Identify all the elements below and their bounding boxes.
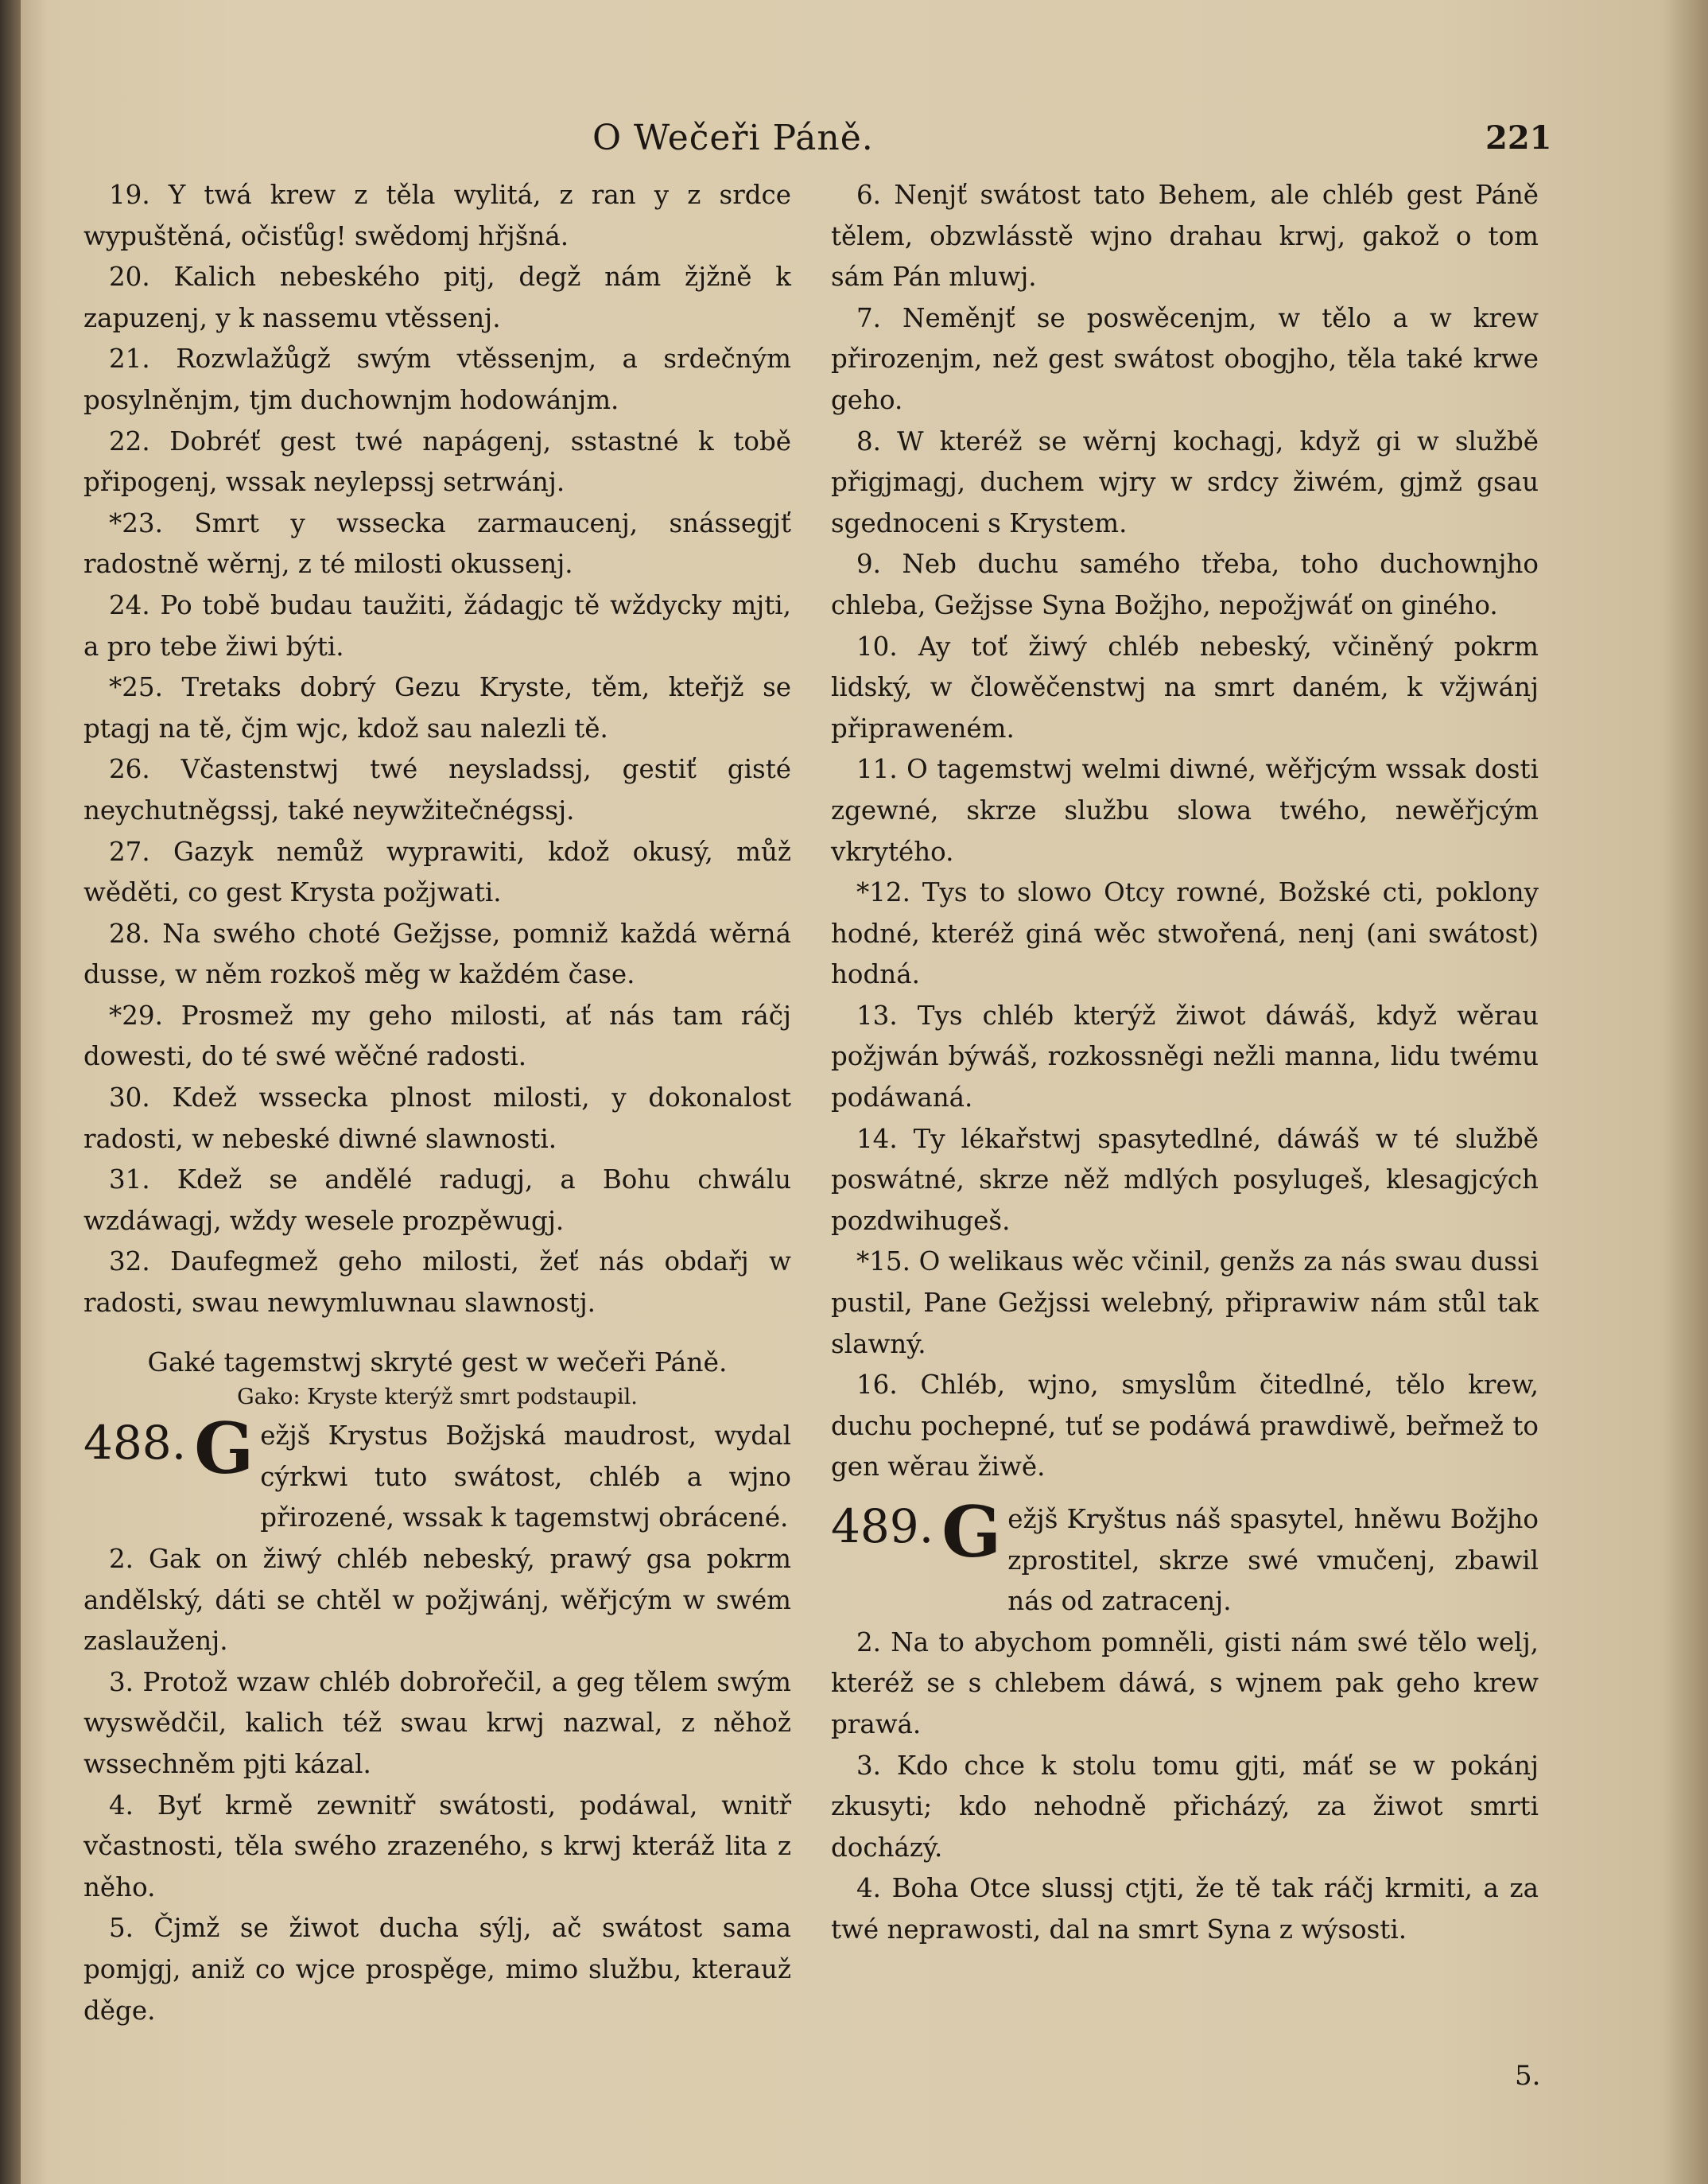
verse: 31. Kdež se andělé radugj, a Bohu chwálu wzdáwagj, wždy wesele prozpěwugj.	[83, 1164, 791, 1236]
hymn-number: 488.	[83, 1416, 187, 1471]
verse: *29. Prosmež my geho milosti, ať nás tam ráčj dowesti, do té swé wěčné radosti.	[83, 1000, 791, 1072]
drop-initial: G	[941, 1490, 1002, 1573]
hymn-488-tune: Gako: Kryste kterýž smrt podstaupil.	[237, 1385, 638, 1410]
hymn-489-start	[831, 1490, 1539, 1622]
verse: 10. Ay toť žiwý chléb nebeský, včiněný pokrm lidský, w člowěčenstwj na smrt daném, k vžjwánj připraweném.	[831, 631, 1539, 744]
verse: *25. Tretaks dobrý Gezu Kryste, těm, kteřjž se ptagj na tě, čjm wjc, kdož sau nalezli tě.	[83, 672, 791, 744]
verse: 30. Kdež wssecka plnost milosti, y dokonalost radosti, w nebeské diwné slawnosti.	[83, 1082, 791, 1154]
hymn-number: 489.	[831, 1499, 934, 1553]
verse: 3. Protož wzaw chléb dobrořečil, a geg tělem swým wyswědčil, kalich též swau krwj nazwal, z něhož wssechněm pjti kázal.	[83, 1666, 791, 1779]
verse: 26. Včastenstwj twé neysladssj, gestiť gisté neychutněgssj, také neywžitečnégssj.	[83, 754, 791, 826]
verse: 22. Dobréť gest twé napágenj, sstastné k tobě připogenj, wssak neylepssj setrwánj.	[83, 426, 791, 498]
verse: 11. O tagemstwj welmi diwné, wěřjcým wssak dosti zgewné, skrze službu slowa twého, newěřjcým vkrytého.	[831, 754, 1539, 867]
verse: 4. Byť krmě zewnitř swátosti, podáwal, wnitř včastnosti, těla swého zrazeného, s krwj kteráž lita z něho.	[83, 1790, 791, 1902]
hymn-488-title: Gaké tagemstwj skryté gest w wečeři Páně.	[147, 1346, 728, 1378]
verse: 9. Neb duchu samého třeba, toho duchownjho chleba, Gežjsse Syna Božjho, nepožjwáť on giného.	[831, 549, 1539, 620]
page-number: 221	[1485, 119, 1552, 157]
first-verse: ežjš Kryštus náš spasytel, hněwu Božjho zprostitel, skrze swé vmučenj, zbawil nás od zatracenj.	[1007, 1504, 1539, 1617]
verse: 6. Nenjť swátost tato Behem, ale chléb gest Páně tělem, obzwlásstě wjno drahau krwj, gakož o tom sám Pán mluwj.	[831, 180, 1539, 293]
verse: 32. Daufegmež geho milosti, žeť nás obdařj w radosti, swau newymluwnau slawnostj.	[83, 1246, 791, 1319]
verse: 8. W kteréž se wěrnj kochagj, když gi w službě přigjmagj, duchem wjry w srdcy žiwém, gjmž gsau sgednoceni s Krystem.	[831, 426, 1539, 538]
verse: 19. Y twá krew z těla wylitá, z ran y z srdce wypuštěná, očisťůg! swědomj hřjšná.	[83, 180, 791, 251]
verse: 16. Chléb, wjno, smyslům čitedlné, tělo krew, duchu pochepné, tuť se podáwá prawdiwě, beřmež to gen wěrau žiwě.	[831, 1370, 1539, 1483]
running-title: O Wečeři Páně.	[592, 118, 874, 158]
verse: 4. Boha Otce slussj ctjti, že tě tak ráčj krmiti, a za twé neprawosti, dal na smrt Syna z wýsosti.	[831, 1873, 1539, 1945]
verse: 2. Na to abychom pomněli, gisti nám swé tělo welj, kteréž se s chlebem dáwá, s wjnem pak geho krew prawá.	[831, 1626, 1539, 1739]
verse: 28. Na swého choté Gežjsse, pomniž každá wěrná dusse, w něm rozkoš měg w každém čase.	[83, 918, 791, 990]
drop-initial: G	[194, 1407, 254, 1490]
verse: *12. Tys to slowo Otcy rowné, Božské cti, poklony hodné, kteréž giná wěc stwořená, nenj (ani swátost) hodná.	[831, 877, 1539, 990]
verse: 24. Po tobě budau taužiti, žádagjc tě wždycky mjti, a pro tebe žiwi býti.	[83, 589, 791, 662]
verse: 7. Neměnjť se poswěcenjm, w tělo a w krew přirozenjm, než gest swátost obogjho, těla také krwe geho.	[831, 302, 1539, 415]
verse: 5. Čjmž se žiwot ducha sýlj, ač swátost sama pomjgj, aniž co wjce prospěge, mimo službu, kterauž děge.	[83, 1913, 791, 2026]
verse: 21. Rozwlažůgž swým vtěssenjm, a srdečným posylněnjm, tjm duchownjm hodowánjm.	[83, 344, 791, 415]
verse: *15. O welikaus wěc včinil, genžs za nás swau dussi pustil, Pane Gežjssi welebný, připrawiw nám stůl tak slawný.	[831, 1246, 1539, 1359]
right-column	[831, 175, 1539, 1951]
verse: 13. Tys chléb kterýž žiwot dáwáš, když wěrau požjwán býwáš, rozkossněgi nežli manna, lidu twému podáwaná.	[831, 1000, 1539, 1113]
hymn-488-start	[83, 1407, 791, 1539]
catchword: 5.	[1515, 2060, 1541, 2092]
verse: 27. Gazyk nemůž wyprawiti, kdož okusý, můž wěděti, co gest Krysta požjwati.	[83, 836, 791, 908]
verse: 14. Ty lékařstwj spasytedlné, dáwáš w té službě poswátné, skrze něž mdlých posylugeš, klesagjcých pozdwihugeš.	[831, 1123, 1539, 1236]
verse: *23. Smrt y wssecka zarmaucenj, snássegjť radostně wěrnj, z té milosti okussenj.	[83, 507, 791, 580]
page-gutter	[0, 0, 21, 2184]
left-column	[83, 175, 791, 2031]
first-verse: ežjš Krystus Božjská maudrost, wydal cýrkwi tuto swátost, chléb a wjno přirozené, wssak k tagemstwj obrácené.	[260, 1420, 791, 1533]
verse: 3. Kdo chce k stolu tomu gjti, máť se w pokánj zkusyti; kdo nehodně přicházý, za žiwot smrti docházý.	[831, 1750, 1539, 1863]
verse: 2. Gak on žiwý chléb nebeský, prawý gsa pokrm andělský, dáti se chtěl w požjwánj, wěřjcým w swém zaslauženj.	[83, 1544, 791, 1657]
verse: 20. Kalich nebeského pitj, degž nám žjžně k zapuzenj, y k nassemu vtěssenj.	[83, 262, 791, 333]
